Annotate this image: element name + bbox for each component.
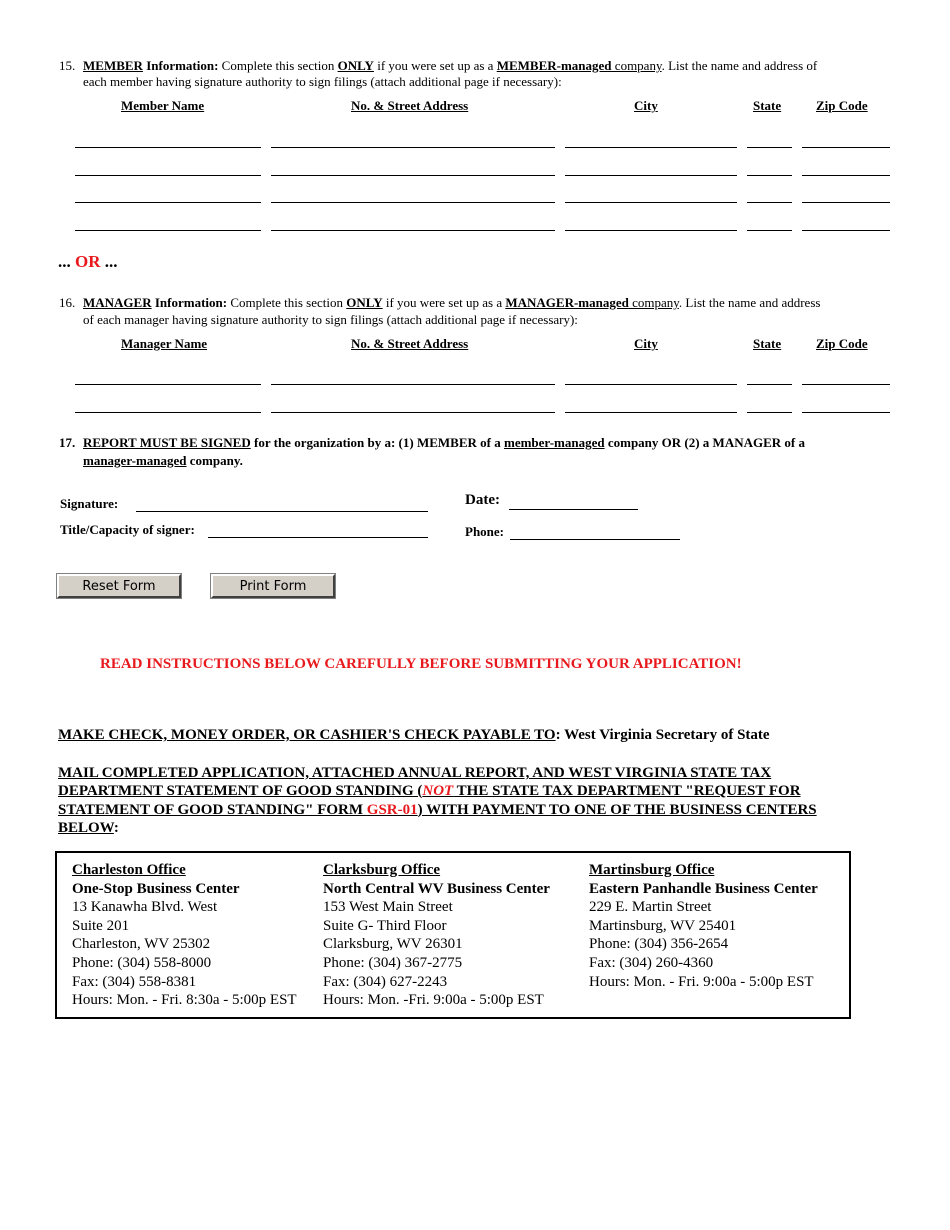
member-city-field[interactable] bbox=[565, 147, 737, 148]
manager-name-field[interactable] bbox=[75, 384, 261, 385]
mail-line-2b: THE STATE TAX DEPARTMENT "REQUEST FOR bbox=[453, 783, 801, 799]
section-16-managed: MANAGER-managed bbox=[505, 295, 629, 310]
member-name-header: Member Name bbox=[121, 98, 205, 113]
office-line: Phone: (304) 356-2654 bbox=[589, 936, 729, 953]
or-separator bbox=[58, 252, 118, 272]
manager-city-header: City bbox=[634, 336, 658, 351]
member-name-field[interactable] bbox=[75, 147, 261, 148]
member-zip-field[interactable] bbox=[802, 230, 890, 231]
office-martinsburg bbox=[589, 861, 818, 991]
manager-city-field[interactable] bbox=[565, 384, 737, 385]
or-dots-left: ... bbox=[58, 252, 75, 271]
office-line: Hours: Mon. -Fri. 9:00a - 5:00p EST bbox=[323, 992, 544, 1009]
office-line: Phone: (304) 367-2775 bbox=[323, 954, 463, 971]
member-state-field[interactable] bbox=[747, 175, 792, 176]
office-line: Clarksburg, WV 26301 bbox=[323, 936, 463, 953]
office-charleston bbox=[72, 861, 297, 1010]
member-city-field[interactable] bbox=[565, 175, 737, 176]
section-17-t1: for the organization by a: (1) MEMBER of a bbox=[250, 435, 504, 450]
section-15-text-line2: each member having signature authority to sign filings (attach additional page if necessary): bbox=[83, 74, 562, 89]
member-name-field[interactable] bbox=[75, 202, 261, 203]
manager-name-header: Manager Name bbox=[121, 336, 208, 351]
payable-colon: : bbox=[555, 727, 565, 743]
member-zip-field[interactable] bbox=[802, 147, 890, 148]
member-city-field[interactable] bbox=[565, 202, 737, 203]
mail-line-2 bbox=[58, 782, 801, 801]
member-zip-field[interactable] bbox=[802, 202, 890, 203]
member-city-field[interactable] bbox=[565, 230, 737, 231]
manager-street-header: No. & Street Address bbox=[351, 336, 469, 351]
office-center: One-Stop Business Center bbox=[72, 880, 240, 897]
phone-field[interactable] bbox=[510, 539, 680, 540]
office-center: North Central WV Business Center bbox=[323, 880, 550, 897]
office-line: Hours: Mon. - Fri. 8:30a - 5:00p EST bbox=[72, 992, 297, 1009]
section-16-text-line2: of each manager having signature authority to sign filings (attach additional page if necessary): bbox=[83, 312, 578, 327]
section-17-text-line2 bbox=[83, 452, 243, 469]
section-15-t2: if you were set up as a bbox=[373, 58, 497, 73]
member-street-field[interactable] bbox=[271, 175, 555, 176]
section-17-t2: company OR (2) a MANAGER of a bbox=[604, 435, 805, 450]
mail-line-1: MAIL COMPLETED APPLICATION, ATTACHED ANNUAL REPORT, AND WEST VIRGINIA STATE TAX bbox=[58, 765, 772, 781]
instructions-warning: READ INSTRUCTIONS BELOW CAREFULLY BEFORE SUBMITTING YOUR APPLICATION! bbox=[100, 656, 742, 672]
manager-zip-header: Zip Code bbox=[816, 336, 868, 351]
manager-state-field[interactable] bbox=[747, 412, 792, 413]
mail-line-3 bbox=[58, 801, 817, 820]
business-centers-box bbox=[55, 851, 851, 1019]
section-15-number: 15. bbox=[59, 58, 76, 73]
member-state-field[interactable] bbox=[747, 147, 792, 148]
manager-state-header: State bbox=[753, 336, 782, 351]
member-street-header: No. & Street Address bbox=[351, 98, 469, 113]
section-15-info: Information: bbox=[142, 58, 219, 73]
phone-label: Phone: bbox=[465, 524, 504, 539]
reset-form-button[interactable]: Reset Form bbox=[57, 574, 181, 598]
section-15-managed: MEMBER-managed bbox=[496, 58, 612, 73]
signature-label: Signature: bbox=[60, 496, 119, 511]
section-16-text-line1 bbox=[83, 294, 820, 311]
section-16-number: 16. bbox=[59, 295, 76, 310]
office-line: 229 E. Martin Street bbox=[589, 899, 712, 916]
title-capacity-field[interactable] bbox=[208, 537, 428, 538]
office-line: Suite G- Third Floor bbox=[323, 917, 447, 934]
section-16-t3: . List the name and address bbox=[678, 295, 821, 310]
section-16-only: ONLY bbox=[346, 295, 383, 310]
section-17-member-managed: member-managed bbox=[503, 435, 605, 450]
section-17-manager-managed: manager-managed bbox=[83, 453, 187, 468]
member-state-field[interactable] bbox=[747, 230, 792, 231]
section-17-number: 17. bbox=[59, 435, 76, 450]
section-17-lead: REPORT MUST BE SIGNED bbox=[83, 435, 251, 450]
office-name: Clarksburg Office bbox=[323, 862, 441, 878]
section-16-company: company bbox=[628, 295, 679, 310]
section-17-text-line1 bbox=[83, 434, 805, 451]
manager-name-field[interactable] bbox=[75, 412, 261, 413]
section-15-company: company bbox=[611, 58, 662, 73]
section-16-t1: Complete this section bbox=[227, 295, 347, 310]
or-dots-right: ... bbox=[100, 252, 118, 271]
date-label: Date: bbox=[465, 492, 500, 508]
mail-not: NOT bbox=[422, 783, 454, 799]
mail-line-2a: DEPARTMENT STATEMENT OF GOOD STANDING ( bbox=[58, 783, 423, 799]
title-capacity-label: Title/Capacity of signer: bbox=[60, 522, 195, 537]
section-15-t1: Complete this section bbox=[218, 58, 338, 73]
member-state-header: State bbox=[753, 98, 782, 113]
section-15-text-line1 bbox=[83, 57, 817, 74]
mail-form-number: GSR-01 bbox=[366, 802, 418, 818]
payable-recipient: West Virginia Secretary of State bbox=[564, 727, 770, 743]
member-street-field[interactable] bbox=[271, 202, 555, 203]
office-line: Suite 201 bbox=[72, 917, 130, 934]
member-name-field[interactable] bbox=[75, 175, 261, 176]
manager-zip-field[interactable] bbox=[802, 412, 890, 413]
office-line: Fax: (304) 627-2243 bbox=[323, 973, 448, 990]
office-clarksburg bbox=[323, 861, 550, 1010]
or-word: OR bbox=[75, 252, 101, 271]
print-form-button[interactable]: Print Form bbox=[211, 574, 335, 598]
mail-below: BELOW bbox=[58, 820, 114, 836]
member-name-field[interactable] bbox=[75, 230, 261, 231]
manager-street-field[interactable] bbox=[271, 384, 555, 385]
section-15-lead: MEMBER bbox=[83, 58, 143, 73]
office-line: Martinsburg, WV 25401 bbox=[589, 917, 737, 934]
section-16-t2: if you were set up as a bbox=[382, 295, 506, 310]
member-zip-header: Zip Code bbox=[816, 98, 868, 113]
office-line: 153 West Main Street bbox=[323, 899, 453, 916]
manager-state-field[interactable] bbox=[747, 384, 792, 385]
payable-label: MAKE CHECK, MONEY ORDER, OR CASHIER'S CHECK PAYABLE TO bbox=[58, 727, 556, 743]
section-16-info: Information: bbox=[151, 295, 228, 310]
signature-field[interactable] bbox=[136, 511, 428, 512]
member-city-header: City bbox=[634, 98, 658, 113]
member-zip-field[interactable] bbox=[802, 175, 890, 176]
member-street-field[interactable] bbox=[271, 230, 555, 231]
mail-line-4 bbox=[58, 819, 119, 838]
office-line: 13 Kanawha Blvd. West bbox=[72, 899, 218, 916]
section-15-t3: . List the name and address of bbox=[661, 58, 818, 73]
mail-line-3b: ) WITH PAYMENT TO ONE OF THE BUSINESS CENTERS bbox=[417, 802, 817, 818]
section-16-lead: MANAGER bbox=[83, 295, 152, 310]
office-line: Charleston, WV 25302 bbox=[72, 936, 211, 953]
manager-zip-field[interactable] bbox=[802, 384, 890, 385]
office-line: Fax: (304) 558-8381 bbox=[72, 973, 197, 990]
section-15-only: ONLY bbox=[337, 58, 374, 73]
payable-to-line bbox=[58, 726, 770, 745]
mail-line-3a: STATEMENT OF GOOD STANDING" FORM bbox=[58, 802, 367, 818]
office-line: Phone: (304) 558-8000 bbox=[72, 954, 212, 971]
section-17-t3: company. bbox=[186, 453, 243, 468]
office-line: Hours: Mon. - Fri. 9:00a - 5:00p EST bbox=[589, 973, 814, 990]
date-field[interactable] bbox=[509, 509, 638, 510]
manager-street-field[interactable] bbox=[271, 412, 555, 413]
office-center: Eastern Panhandle Business Center bbox=[589, 880, 818, 897]
office-line: Fax: (304) 260-4360 bbox=[589, 954, 714, 971]
manager-city-field[interactable] bbox=[565, 412, 737, 413]
office-name: Charleston Office bbox=[72, 862, 186, 878]
office-name: Martinsburg Office bbox=[589, 862, 715, 878]
member-state-field[interactable] bbox=[747, 202, 792, 203]
member-street-field[interactable] bbox=[271, 147, 555, 148]
mail-below-colon: : bbox=[113, 820, 119, 836]
